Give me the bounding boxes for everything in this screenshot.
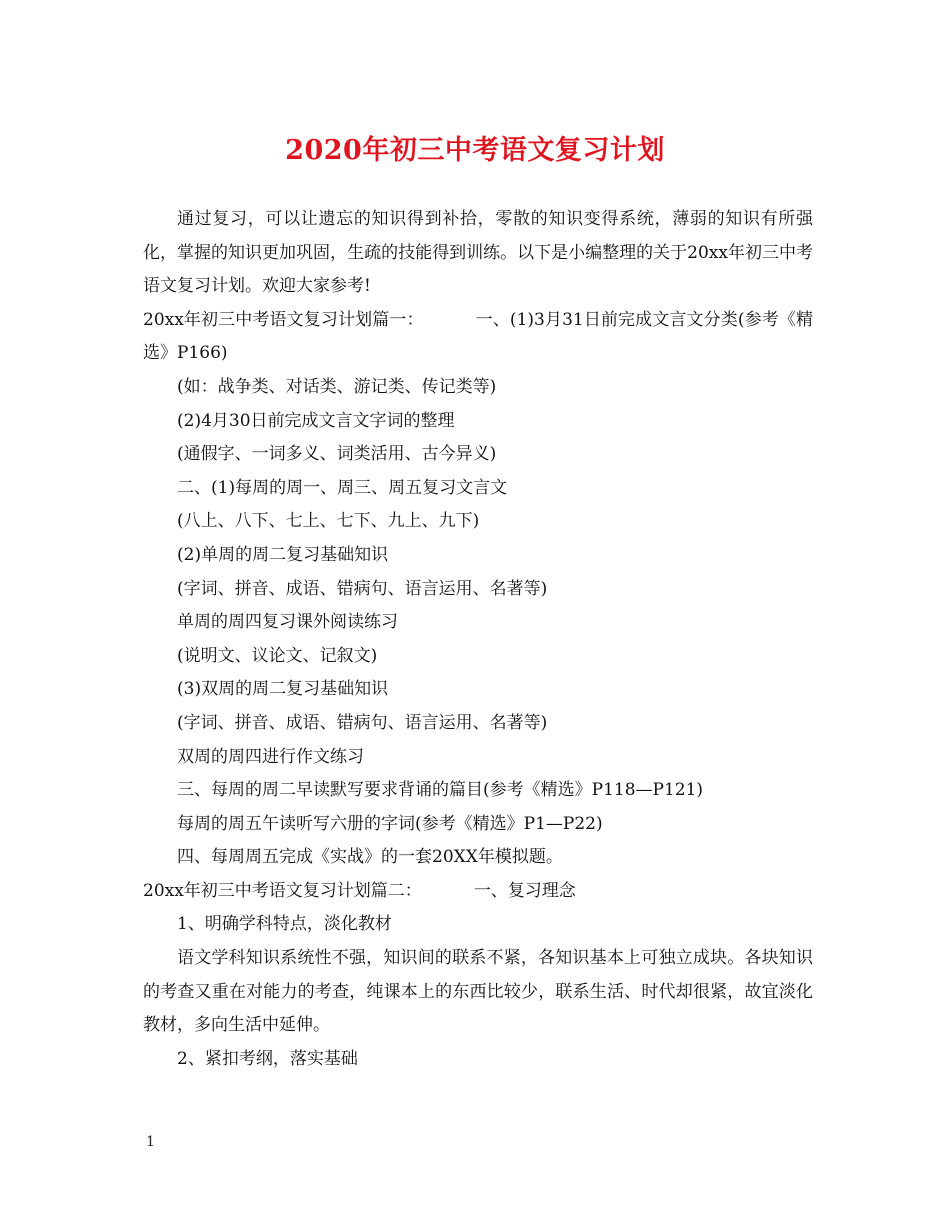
plan2-heading-paragraph [143,875,813,909]
intro-paragraph: 通过复习，可以让遗忘的知识得到补拾，零散的知识变得系统，薄弱的知识有所强化，掌握的知识更加巩固，生疏的技能得到训练。以下是小编整理的关于20xx年初三中考语文复习计划。欢迎大家参考! [143,209,813,297]
plan1-line: (字词、拼音、成语、错病句、语言运用、名著等) [177,578,548,599]
plan1-line: (如：战争类、对话类、游记类、传记类等) [177,376,497,397]
plan1-line: (说明文、议论文、记叙文) [177,645,378,666]
plan2-point1-title: 1、明确学科特点，淡化教材 [177,914,392,935]
plan1-line: (八上、八下、七上、七下、九上、九下) [177,511,480,532]
plan1-line: 单周的周四复习课外阅读练习 [177,612,398,633]
plan1-heading: 20xx年初三中考语文复习计划篇一： [143,309,424,330]
document-title: 2020年初三中考语文复习计划 [285,135,665,166]
page-number: 1 [146,1134,155,1150]
plan1-first-item: 一、(1)3月31日前完成文言文分类(参考《精选》P166) [143,309,813,364]
plan1-line: (2)4月30日前完成文言文字词的整理 [177,410,455,431]
plan2-point1-body: 语文学科知识系统性不强，知识间的联系不紧，各知识基本上可独立成块。各块知识的考查又重在对能力的考查，纯课本上的东西比较少，联系生活、时代却很紧，故宜淡化教材，多向生活中延伸。 [143,948,813,1036]
plan1-line: 每周的周五午读听写六册的字词(参考《精选》P1—P22) [177,813,603,834]
plan1-lines [143,371,813,875]
plan1-heading-paragraph [143,304,813,371]
plan2-heading: 20xx年初三中考语文复习计划篇二： [143,880,422,901]
plan1-line: (字词、拼音、成语、错病句、语言运用、名著等) [177,712,548,733]
plan2-point2-title: 2、紧扣考纲，落实基础 [177,1048,358,1069]
plan1-line: (2)单周的周二复习基础知识 [177,544,389,565]
plan1-line: 双周的周四进行作文练习 [177,746,364,767]
document-body [143,203,813,1076]
plan1-line: 二、(1)每周的周一、周三、周五复习文言文 [177,477,508,498]
plan1-line: 四、每周周五完成《实战》的一套20XX年模拟题。 [177,847,563,868]
plan1-line: (3)双周的周二复习基础知识 [177,679,389,700]
plan1-line: 三、每周的周二早读默写要求背诵的篇目(参考《精选》P118—P121) [177,780,704,801]
plan1-line: (通假字、一词多义、词类活用、古今异义) [177,444,497,465]
plan2-first-item: 一、复习理念 [473,880,576,901]
